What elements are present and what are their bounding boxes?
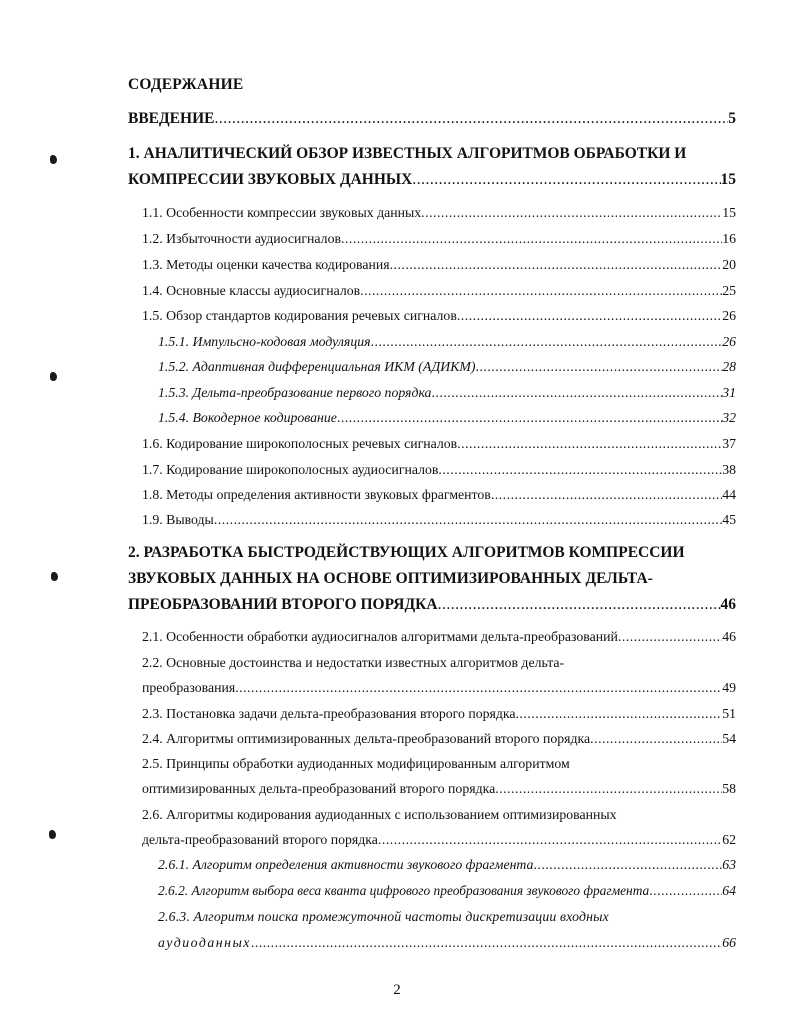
toc-entry-1-5: 1.5. Обзор стандартов кодирования речевых сигналов ..... 26 — [142, 309, 736, 323]
toc-entry-2-5: оптимизированных дельта-преобразований второго порядка ..... 58 — [142, 782, 736, 796]
toc-entry-1-2: 1.2. Избыточности аудиосигналов ..... 16 — [142, 232, 736, 246]
page-number: 2 — [393, 982, 401, 998]
toc-entry-2-5-line-1: 2.5. Принципы обработки аудиоданных модифицированным алгоритмом — [142, 756, 570, 771]
toc-entry-chapter-2: ПРЕОБРАЗОВАНИЙ ВТОРОГО ПОРЯДКА ..... 46 — [128, 597, 736, 613]
toc-entry-chapter-2-line-1: 2. РАЗРАБОТКА БЫСТРОДЕЙСТВУЮЩИХ АЛГОРИТМОВ КОМПРЕССИИ — [128, 544, 685, 561]
toc-entry-2-6-3-line-1: 2.6.3. Алгоритм поиска промежуточной частоты дискретизации входных — [158, 909, 609, 924]
toc-entry-chapter-1: КОМПРЕССИИ ЗВУКОВЫХ ДАННЫХ ..... 15 — [128, 172, 736, 188]
toc-entry-1-8: 1.8. Методы определения активности звуковых фрагментов ..... 44 — [142, 488, 736, 502]
toc-entry-1-5-2: 1.5.2. Адаптивная дифференциальная ИКМ (АДИКМ) ..... 28 — [158, 360, 736, 374]
toc-entry-2-6-1: 2.6.1. Алгоритм определения активности звукового фрагмента ..... 63 — [158, 858, 736, 872]
scan-mark — [50, 372, 57, 381]
toc-entry-1-7: 1.7. Кодирование широкополосных аудиосигналов ..... 38 — [142, 463, 736, 477]
toc-entry-1-5-4: 1.5.4. Вокодерное кодирование ..... 32 — [158, 411, 736, 425]
toc-entry-introduction: ВВЕДЕНИЕ ..... 5 — [128, 111, 736, 127]
toc-entry-1-3: 1.3. Методы оценки качества кодирования ..... 20 — [142, 258, 736, 272]
toc-entry-2-2-line-1: 2.2. Основные достоинства и недостатки известных алгоритмов дельта- — [142, 655, 565, 670]
scan-mark — [50, 155, 57, 164]
toc-entry-1-5-1: 1.5.1. Импульсно-кодовая модуляция ..... 26 — [158, 335, 736, 349]
toc-entry-2-4: 2.4. Алгоритмы оптимизированных дельта-преобразований второго порядка ..... 54 — [142, 732, 736, 746]
toc-heading: СОДЕРЖАНИЕ — [128, 76, 244, 93]
toc-entry-chapter-1-line-1: 1. АНАЛИТИЧЕСКИЙ ОБЗОР ИЗВЕСТНЫХ АЛГОРИТМОВ ОБРАБОТКИ И — [128, 145, 687, 162]
toc-entry-2-1: 2.1. Особенности обработки аудиосигналов алгоритмами дельта-преобразований ..... 46 — [142, 630, 736, 644]
toc-entry-1-4: 1.4. Основные классы аудиосигналов ..... 25 — [142, 284, 736, 298]
toc-entry-2-6-3: аудиоданных ..... 66 — [158, 936, 736, 950]
toc-entry-2-6: дельта-преобразований второго порядка ..... 62 — [142, 833, 736, 847]
scan-mark — [49, 830, 56, 839]
toc-entry-2-6-2: 2.6.2. Алгоритм выбора веса кванта цифрового преобразования звукового фрагмента ..... 64 — [158, 884, 736, 898]
toc-entry-2-3: 2.3. Постановка задачи дельта-преобразования второго порядка ..... 51 — [142, 707, 736, 721]
toc-entry-chapter-2-line-2: ЗВУКОВЫХ ДАННЫХ НА ОСНОВЕ ОПТИМИЗИРОВАННЫХ ДЕЛЬТА- — [128, 570, 653, 587]
toc-entry-2-2: преобразования ..... 49 — [142, 681, 736, 695]
toc-entry-1-1: 1.1. Особенности компрессии звуковых данных ..... 15 — [142, 206, 736, 220]
toc-entry-1-5-3: 1.5.3. Дельта-преобразование первого порядка ..... 31 — [158, 386, 736, 400]
scan-mark — [51, 572, 58, 581]
toc-entry-1-9: 1.9. Выводы ..... 45 — [142, 513, 736, 527]
toc-entry-1-6: 1.6. Кодирование широкополосных речевых сигналов ..... 37 — [142, 437, 736, 451]
toc-entry-2-6-line-1: 2.6. Алгоритмы кодирования аудиоданных с использованием оптимизированных — [142, 807, 617, 822]
